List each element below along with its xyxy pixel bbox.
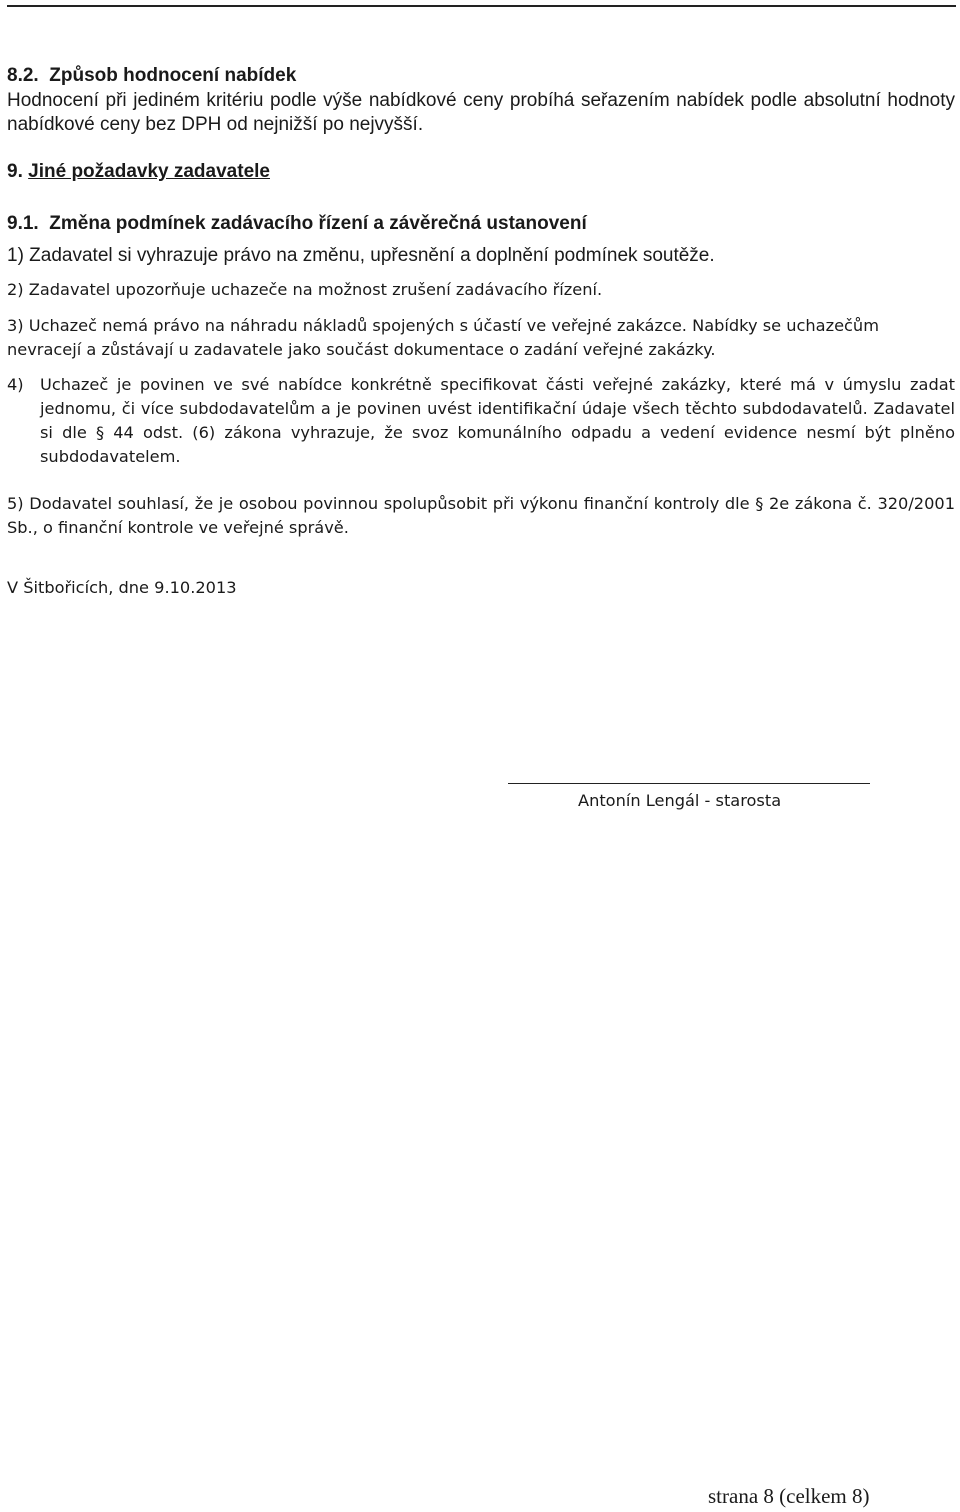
clause-4-number: 4) [7, 375, 24, 394]
section-9-title: Jiné požadavky zadavatele [28, 161, 270, 182]
clause-3: 3) Uchazeč nemá právo na náhradu nákladů spojených s účastí ve veřejné zakázce. Nabídky se uchazečům nevracejí a zůstávají u zadavatele jako součást dokumentace o zadání veřejné zakázky. [7, 316, 879, 359]
clause-5: 5) Dodavatel souhlasí, že je osobou povinnou spolupůsobit při výkonu finanční kontroly dle § 2e zákona č. 320/2001 Sb., o finanční kontrole ve veřejné správě. [7, 494, 955, 537]
signature-name: Antonín Lengál - starosta [578, 791, 782, 810]
top-rule [7, 5, 956, 7]
clause-2: 2) Zadavatel upozorňuje uchazeče na možnost zrušení zadávacího řízení. [7, 280, 603, 299]
section-8-2-title: Způsob hodnocení nabídek [49, 65, 297, 86]
section-9-1-title: Změna podmínek zadávacího řízení a závěrečná ustanovení [49, 213, 587, 234]
clause-4-text: Uchazeč je povinen ve své nabídce konkrétně specifikovat části veřejné zakázky, které má v úmyslu zadat jednomu, či více subdodavatelům a je povinen uvést identifikační údaje všech těchto subdodavatelů. Zadavatel si dle § 44 odst. (6) zákona vyhrazuje, že svoz komunálního odpadu a vedení evidence nesmí být plněno subdodavatelem. [40, 375, 955, 466]
clause-1: 1) Zadavatel si vyhrazuje právo na změnu, upřesnění a doplnění podmínek soutěže. [7, 245, 715, 266]
section-9-heading [7, 160, 955, 184]
section-9-1-number: 9.1. [7, 213, 39, 234]
section-9-1-heading [7, 212, 955, 236]
section-9-number: 9. [7, 161, 23, 182]
place-date: V Šitbořicích, dne 9.10.2013 [7, 578, 237, 597]
signature-line [508, 783, 870, 784]
section-8-2-text: Hodnocení při jediném kritériu podle výše nabídkové ceny probíhá seřazením nabídek podle absolutní hodnoty nabídkové ceny bez DPH od nejnižší po nejvyšší. [7, 90, 955, 135]
clause-4 [7, 373, 955, 469]
page-footer: strana 8 (celkem 8) [708, 1484, 870, 1508]
section-8-2-heading [7, 64, 955, 88]
section-8-2-number: 8.2. [7, 65, 39, 86]
